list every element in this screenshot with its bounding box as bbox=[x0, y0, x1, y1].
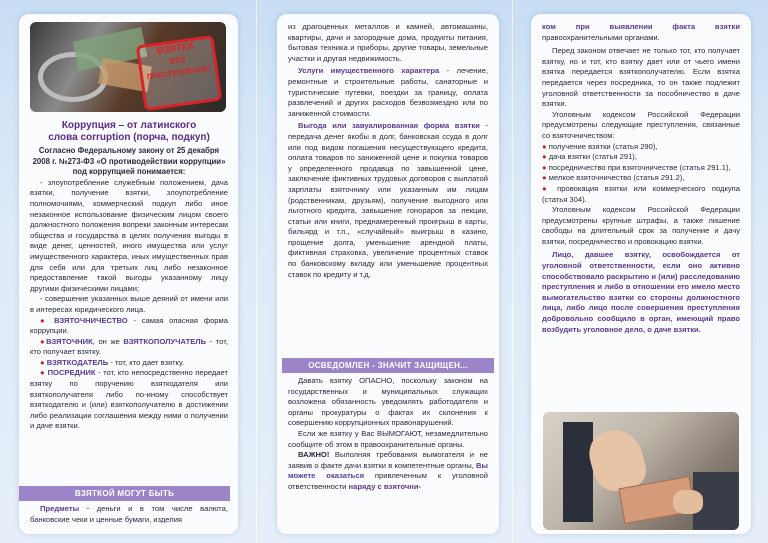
crime-item-text: посредничество при взяточничестве (статья 291.1), bbox=[548, 162, 731, 172]
term-bribetaker: ●ВЗЯТОЧНИК, он же ВЗЯТКОПОЛУЧАТЕЛЬ - тот, кто получает взятку. bbox=[30, 336, 228, 357]
bribetaker-continued bbox=[542, 22, 740, 43]
extortion-paragraph: Если же взятку у Вас ВЫМОГАЮТ, незамедлительно сообщите об этом в правоохранительные органы. bbox=[288, 428, 488, 449]
term-bribery: ● ВЗЯТОЧНИЧЕСТВО - самая опасная форма коррупции. bbox=[30, 315, 228, 336]
suit-sleeve bbox=[563, 422, 593, 522]
term-text: - деньги и в том числе валюта, банковские чеки и ценные бумаги, изделия bbox=[30, 504, 228, 524]
term-text: - тот, кто непосредственно передает взятку по поручению взяткодателя или взяткополучателя либо по-иному способствует взяткодателю и (или) взяткополучателю в достижении либо реализации соглашения между ними о получении и даче взятки. bbox=[30, 368, 228, 431]
stamp-line: ВЗЯТКА bbox=[156, 40, 196, 57]
definition-1: - злоупотребление служебным положением, дача взятки, получение взятки, злоупотребление полномочиями, коммерческий подкуп либо иное незаконное использование физическим лицом своего должностного положения вопреки законным интересам общества и государства в целях получения выгоды в виде денег, ценностей, иного имущества или услуг имущественного характера, иных имущественных прав для себя или для третьих лиц либо незаконное предоставление такой выгоды указанному лицу другими физическими лицами; bbox=[30, 177, 228, 293]
term-label: Вы можете оказаться bbox=[288, 460, 488, 481]
band-informed-protected: ОСВЕДОМЛЕН - ЗНАЧИТ ЗАЩИЩЕН... bbox=[282, 358, 494, 373]
crime-item-text: дача взятки (статья 291), bbox=[548, 152, 637, 162]
crime-item: ● получение взятки (статья 290), bbox=[542, 141, 658, 151]
objects-continued: из драгоценных металлов и камней, автомашины, квартиры, дачи и загородные дома, продукты питания, бытовая техника и приборы, другие товары, земельные участки и другая недвижимость. bbox=[288, 22, 488, 63]
term-text: Выполняя требования вымогателя и не заявив о факте дачи взятки в компетентные органы, bbox=[288, 450, 488, 470]
fold-line bbox=[256, 0, 257, 543]
stamp-line: ЭТО bbox=[168, 55, 187, 67]
term-label: Услуги имущественного характера bbox=[298, 66, 440, 76]
crime-item: ● мелкое взяточничество (статья 291.2), bbox=[542, 173, 685, 183]
crime-item-text: получение взятки (статья 290), bbox=[548, 141, 658, 151]
term-intermediary: ● ПОСРЕДНИК - тот, кто непосредственно передает взятку по поручению взяткодателя или взяткополучателя либо по-иному способствует взяткодателю и (или) взяткополучателю в достижении либо реализации соглашения между ними о получении и даче взятки. bbox=[30, 368, 228, 431]
panel-1-bottom bbox=[30, 504, 228, 525]
handcuffs-money-photo bbox=[30, 22, 226, 112]
law-intro: Согласно Федеральному закону от 25 декабря 2008 г. №273-Ф3 «О противодействии коррупции» под коррупцией понимается: bbox=[32, 146, 226, 177]
term-label: Выгода или завуалированная форма взятки bbox=[298, 121, 480, 131]
panel-2-text bbox=[288, 22, 488, 280]
term-label: ВЗЯТОЧНИЧЕСТВО bbox=[54, 315, 128, 325]
term-bribegiver: ● ВЗЯТКОДАТЕЛЬ - тот, кто дает взятку. bbox=[40, 357, 185, 367]
term-label: ком при выявлении факта взятки bbox=[542, 22, 740, 31]
crime-item-text: мелкое взяточничество (статья 291.2), bbox=[548, 173, 685, 183]
term-label: ВЗЯТКОДАТЕЛЬ bbox=[46, 357, 109, 367]
title-line-2: слова corruption (порча, подкуп) bbox=[48, 132, 210, 143]
penalties-paragraph: Уголовным кодексом Российской Федерации предусмотрены крупные штрафы, а также лишение свободы на длительный срок за получение и дачу взятки, посредничество и провокацию взятки. bbox=[542, 205, 740, 246]
term-label: ВАЖНО! bbox=[298, 450, 330, 460]
exemption-paragraph: Лицо, давшее взятку, освобождается от уголовной ответственности, если оно активно способствовало раскрытию и (или) расследованию преступления и либо в отношении его имело место вымогательство взятки со стороны должностного лица, либо лицо после совершения преступления добровольно сообщило в орган, имеющий право возбудить уголовное дело, о даче взятки. bbox=[542, 250, 740, 334]
objects-paragraph bbox=[30, 504, 228, 525]
refusing-bribe-photo bbox=[543, 412, 739, 530]
title-line-1: Коррупция – от латинского bbox=[61, 120, 197, 131]
term-text: - тот, кто получает взятку. bbox=[30, 336, 228, 357]
crime-item: ● провокация взятки или коммерческого подкупа (статья 304). bbox=[542, 183, 740, 204]
crime-item: ● посредничество при взяточничестве (статья 291.1), bbox=[542, 162, 731, 172]
hand-icon bbox=[673, 490, 703, 514]
term-text: правоохранительными органами. bbox=[542, 32, 660, 42]
term-text: - самая опасная форма коррупции. bbox=[30, 315, 228, 336]
term-text: - передача денег якобы в долг, банковская ссуда в долг или под видом погашения несуществующего кредита, оплата товаров по заниженной цене и покупка товаров у определенного продавца по завышенной цене, заключение фиктивных трудовых договоров с выплатой зарплаты взяточнику или указанным им лицам (родственникам, друзьям), получение выгодного или льготного кредита, завышение гонораров за лекции, статьи или книги, преднамеренный проигрыш в карты, бильярд и т.п., «случайный» выигрыш в казино, прощение долга, уменьшение арендной платы, фиктивная страховка, увеличение процентных ставок по банковскому вкладу или уменьшение процентных ставок по кредиту и т.д. bbox=[288, 121, 488, 279]
band-bribe-may-be: ВЗЯТКОЙ МОГУТ БЫТЬ bbox=[19, 486, 230, 501]
term-text: - тот, кто дает взятку. bbox=[108, 357, 185, 367]
stamp-line: ПРЕСТУПЛЕНИЕ! bbox=[146, 63, 212, 82]
panel-1-text bbox=[30, 120, 228, 432]
panel-2-bottom bbox=[288, 376, 488, 493]
fold-line bbox=[512, 0, 513, 543]
bribe-crime-stamp bbox=[136, 35, 222, 111]
important-paragraph bbox=[288, 450, 488, 492]
term-text: привлеченным к уголовной ответственности bbox=[288, 471, 488, 491]
definition-2: - совершение указанных выше деяний от имени или в интересах юридического лица. bbox=[30, 294, 228, 314]
hidden-benefit-paragraph bbox=[288, 121, 488, 280]
criminal-code-paragraph: Уголовным кодексом Российской Федерации предусмотрены следующие преступления, связанные со взяточничеством: bbox=[542, 109, 740, 140]
services-paragraph bbox=[288, 66, 488, 119]
term-label: Предметы bbox=[40, 504, 80, 513]
term-label: ВЗЯТОЧНИК bbox=[46, 336, 93, 346]
law-responsibility-paragraph: Перед законом отвечает не только тот, кто получает взятку, но и тот, кто взятку дает или от чьего имени взятка передается взяткополучателю. Если взятка передается через посредника, то он также подлежит уголовной ответственности за пособничество в даче взятки. bbox=[542, 46, 740, 109]
crime-item: ● дача взятки (статья 291), bbox=[542, 152, 637, 162]
term-text: - лечение, ремонтные и строительные работы, санаторные и туристические путевки, поездки за границу, оплата развлечений и других расходов безвозмездно или по заниженной стоимости. bbox=[288, 66, 488, 118]
danger-paragraph: Давать взятку ОПАСНО, поскольку законом на государственных и муниципальных служащих возложена обязанность уведомлять работодателя и органы прокуратуры о фактах их склонения к совершению коррупционных правонарушений. bbox=[288, 376, 488, 428]
crime-item-text: провокация взятки или коммерческого подкупа (статья 304). bbox=[542, 183, 740, 204]
term-label: ПОСРЕДНИК bbox=[47, 368, 96, 378]
term-label: наряду с взяточни- bbox=[348, 481, 422, 491]
panel-3-text bbox=[542, 22, 740, 335]
term-text: , он же bbox=[92, 336, 124, 346]
term-label: ВЗЯТКОПОЛУЧАТЕЛЬ bbox=[123, 336, 207, 346]
